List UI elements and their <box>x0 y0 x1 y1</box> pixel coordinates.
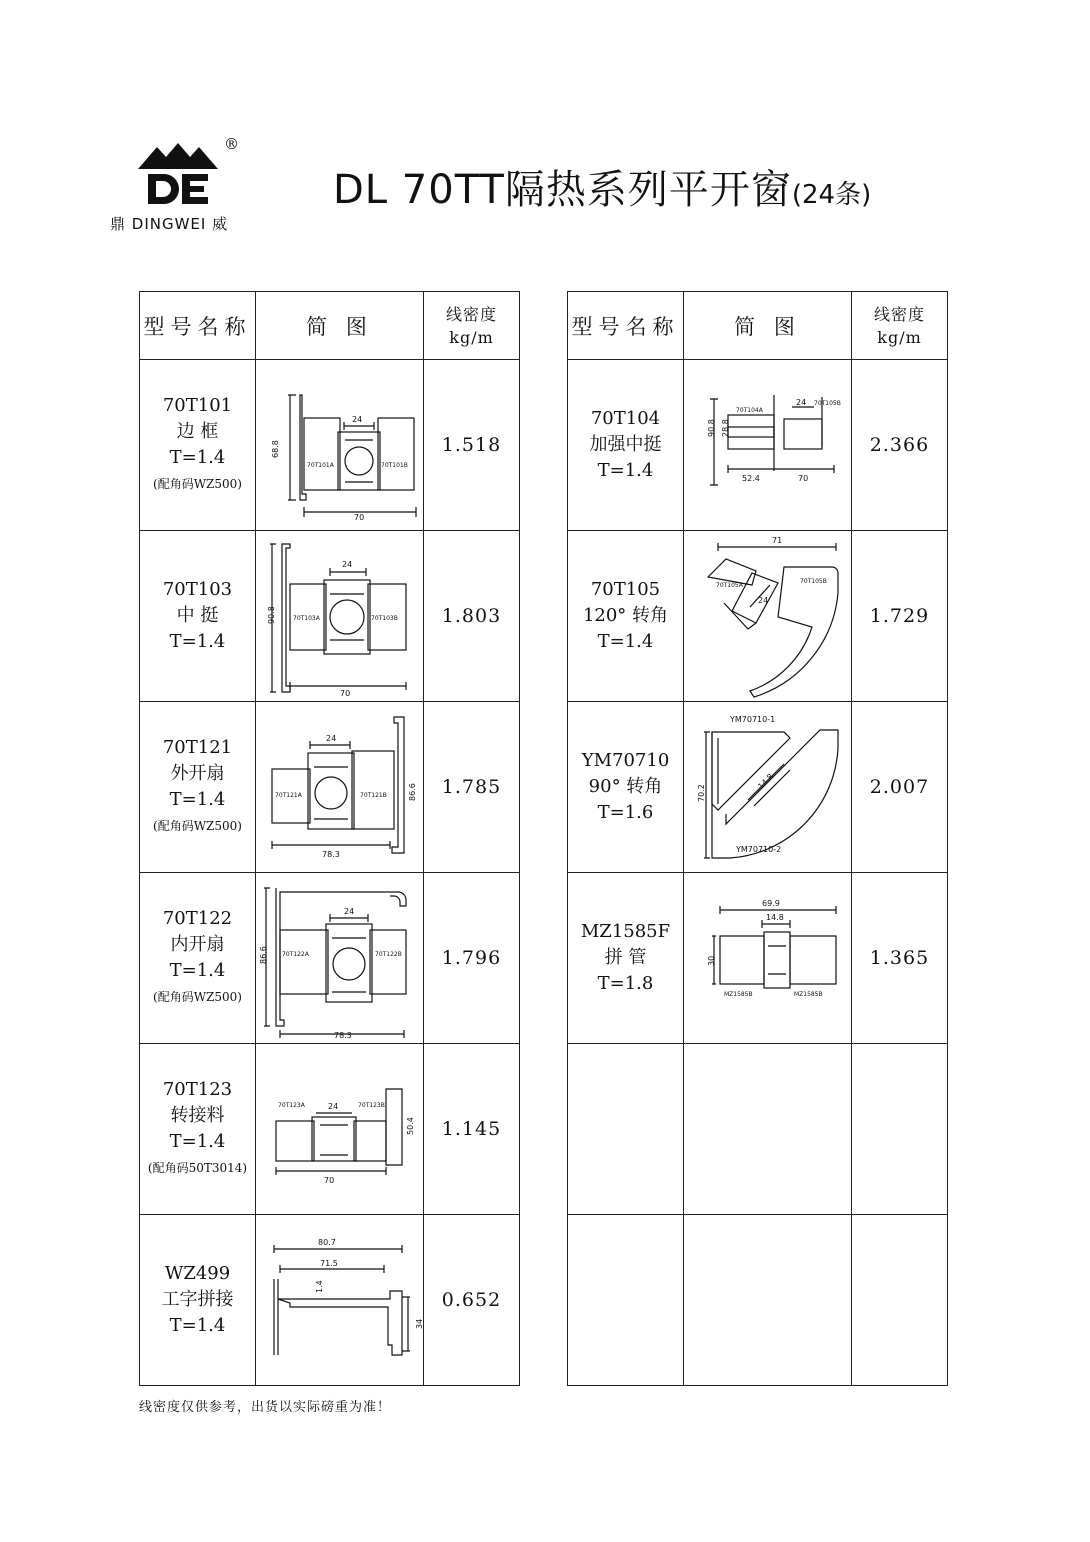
dim-label: 14.8 <box>755 772 775 792</box>
profile-name: 边 框 <box>176 421 219 442</box>
profile-thickness: T=1.4 <box>169 960 226 981</box>
profile-drawing-70T121 <box>260 707 420 867</box>
dim-label: 52.4 <box>741 474 760 483</box>
dim-label: 70 <box>353 513 364 522</box>
table-row-empty <box>568 1044 948 1215</box>
table-row <box>140 360 520 531</box>
table-row <box>568 360 948 531</box>
profile-name: 内开扇 <box>170 934 225 955</box>
dim-label: 90.8 <box>266 606 276 624</box>
col-header-name: 型号名称 <box>568 292 684 360</box>
profile-note: (配角码50T3014) <box>147 1161 248 1175</box>
dim-label: 78.3 <box>333 1031 352 1040</box>
col-header-name: 型号名称 <box>140 292 256 360</box>
profile-note: (配角码WZ500) <box>153 477 242 491</box>
profile-figure-cell <box>684 531 852 702</box>
dingwei-logo-icon <box>138 141 218 207</box>
profile-figure-cell <box>684 360 852 531</box>
dim-label: 78.3 <box>321 850 340 859</box>
dim-label: 70 <box>323 1176 334 1185</box>
part-label: 70T123B <box>357 1102 385 1109</box>
part-label: 70T122B <box>374 951 402 958</box>
profile-thickness: T=1.4 <box>169 631 226 652</box>
col-header-density <box>424 292 520 360</box>
profile-name: 90° 转角 <box>588 776 663 797</box>
profile-thickness: T=1.4 <box>597 631 654 652</box>
table-row <box>140 702 520 873</box>
table-row <box>568 873 948 1044</box>
part-label: 70T103B <box>370 615 398 622</box>
dim-label: 70 <box>339 689 350 698</box>
dim-label: 50.4 <box>405 1117 415 1135</box>
profile-figure-cell <box>684 873 852 1044</box>
dim-label: 68.8 <box>270 440 280 458</box>
density-unit: kg/m <box>877 327 922 347</box>
dim-label: 90.8 <box>706 419 716 437</box>
profile-name-cell <box>140 702 256 873</box>
profile-drawing-YM70710 <box>688 704 848 870</box>
profile-name-cell <box>140 873 256 1044</box>
dim-label: 71 <box>771 536 782 545</box>
profile-name-cell <box>568 873 684 1044</box>
density-value: 0.652 <box>424 1215 520 1386</box>
profile-code: 70T104 <box>590 408 661 429</box>
profile-name-cell <box>140 1044 256 1215</box>
dim-label: 30 <box>706 955 716 966</box>
dim-label: 71.5 <box>319 1259 338 1268</box>
title-main: DL 70TT隔热系列平开窗 <box>333 167 792 213</box>
density-unit: kg/m <box>449 327 494 347</box>
profile-drawing-WZ499 <box>260 1235 424 1365</box>
empty-cell <box>852 1044 948 1215</box>
dim-label: 1.4 <box>314 1280 324 1293</box>
profile-name: 拼 管 <box>604 947 647 968</box>
profile-thickness: T=1.4 <box>169 447 226 468</box>
profile-drawing-70T105 <box>688 533 848 699</box>
dim-label: 34 <box>414 1318 424 1329</box>
dim-label: 24 <box>327 1102 338 1111</box>
part-label: 70T123A <box>277 1102 305 1109</box>
profile-code: 70T121 <box>162 737 233 758</box>
profile-name: 工字拼接 <box>161 1289 234 1310</box>
dim-label: 14.8 <box>765 913 784 922</box>
density-value: 1.785 <box>424 702 520 873</box>
profile-thickness: T=1.4 <box>169 1131 226 1152</box>
page-title <box>333 158 871 215</box>
profile-code: 70T123 <box>162 1079 233 1100</box>
profile-thickness: T=1.4 <box>169 789 226 810</box>
table-row <box>140 531 520 702</box>
dim-label: 86.6 <box>258 946 268 964</box>
table-row <box>140 873 520 1044</box>
col-header-figure: 简 图 <box>684 292 852 360</box>
profile-name-cell <box>140 360 256 531</box>
profile-name-cell <box>140 531 256 702</box>
table-header <box>140 292 520 360</box>
footer-note: 线密度仅供参考，出货以实际磅重为准！ <box>139 1400 392 1415</box>
profile-figure-cell <box>256 531 424 702</box>
profile-figure-cell <box>256 360 424 531</box>
profile-name-cell <box>568 531 684 702</box>
profile-thickness: T=1.4 <box>169 1315 226 1336</box>
part-label: YM70710-1 <box>729 715 775 724</box>
table-row <box>140 1044 520 1215</box>
profile-figure-cell <box>256 1044 424 1215</box>
profile-drawing-70T104 <box>688 385 848 505</box>
dim-label: 70.2 <box>696 784 706 802</box>
profile-drawing-70T122 <box>260 878 420 1038</box>
empty-cell <box>684 1044 852 1215</box>
profile-note: (配角码WZ500) <box>153 990 242 1004</box>
profile-code: 70T105 <box>590 579 661 600</box>
col-header-figure: 简 图 <box>256 292 424 360</box>
profile-drawing-70T103 <box>260 536 420 696</box>
profile-thickness: T=1.8 <box>597 973 654 994</box>
part-label: MZ1585B <box>723 991 753 998</box>
part-label: 70T121A <box>274 792 302 799</box>
left-spec-table <box>139 291 520 1386</box>
part-label: 70T105A <box>715 582 743 589</box>
brand-logo <box>110 133 250 238</box>
brand-name: 鼎 DINGWEI 威 <box>110 215 229 233</box>
profile-drawing-70T101 <box>260 370 420 520</box>
density-value: 2.366 <box>852 360 948 531</box>
density-label: 线密度 <box>873 304 925 324</box>
dim-label: 24 <box>757 596 768 605</box>
part-label: 70T101A <box>306 462 334 469</box>
table-header <box>568 292 948 360</box>
part-label: YM70710-2 <box>735 845 781 854</box>
density-value: 1.145 <box>424 1044 520 1215</box>
empty-cell <box>568 1215 684 1386</box>
profile-note: (配角码WZ500) <box>153 819 242 833</box>
density-value: 1.796 <box>424 873 520 1044</box>
density-value: 1.518 <box>424 360 520 531</box>
profile-name-cell <box>568 360 684 531</box>
profile-name: 中 挺 <box>176 605 219 626</box>
part-label: 70T103A <box>292 615 320 622</box>
profile-figure-cell <box>684 702 852 873</box>
profile-name-cell <box>140 1215 256 1386</box>
profile-name: 外开扇 <box>170 763 225 784</box>
profile-thickness: T=1.4 <box>597 460 654 481</box>
dim-label: 24 <box>795 398 806 407</box>
dim-label: 70 <box>797 474 808 483</box>
profile-name: 加强中挺 <box>589 434 662 455</box>
dim-label: 24 <box>343 907 354 916</box>
profile-thickness: T=1.6 <box>597 802 654 823</box>
profile-code: 70T103 <box>162 579 233 600</box>
part-label: 70T121B <box>359 792 387 799</box>
profile-drawing-70T123 <box>260 1069 420 1189</box>
profile-code: YM70710 <box>581 750 670 771</box>
profile-name: 转接料 <box>170 1105 225 1126</box>
table-row <box>568 531 948 702</box>
density-value: 2.007 <box>852 702 948 873</box>
part-label: 70T101B <box>380 462 408 469</box>
dim-label: 24 <box>351 415 362 424</box>
profile-figure-cell <box>256 873 424 1044</box>
part-label: 70T105B <box>813 400 841 407</box>
table-row-empty <box>568 1215 948 1386</box>
empty-cell <box>684 1215 852 1386</box>
part-label: MZ1585B <box>793 991 823 998</box>
dim-label: 80.7 <box>317 1238 336 1247</box>
dim-label: 24 <box>325 734 336 743</box>
col-header-density <box>852 292 948 360</box>
profile-figure-cell <box>256 702 424 873</box>
dim-label: 28.8 <box>720 419 730 437</box>
table-row <box>568 702 948 873</box>
density-label: 线密度 <box>445 304 497 324</box>
profile-code: 70T101 <box>162 395 233 416</box>
registered-mark: ® <box>224 135 239 153</box>
profile-name: 120° 转角 <box>582 605 669 626</box>
part-label: 70T104A <box>735 407 763 414</box>
dim-label: 24 <box>341 560 352 569</box>
profile-figure-cell <box>256 1215 424 1386</box>
empty-cell <box>852 1215 948 1386</box>
dim-label: 86.6 <box>407 783 417 801</box>
dim-label: 69.9 <box>761 899 780 908</box>
profile-code: WZ499 <box>164 1263 231 1284</box>
density-value: 1.803 <box>424 531 520 702</box>
part-label: 70T105B <box>799 578 827 585</box>
title-count: (24条) <box>791 180 872 210</box>
part-label: 70T122A <box>281 951 309 958</box>
density-value: 1.365 <box>852 873 948 1044</box>
density-value: 1.729 <box>852 531 948 702</box>
profile-drawing-MZ1585F <box>688 898 848 1018</box>
right-spec-table <box>567 291 948 1386</box>
table-row <box>140 1215 520 1386</box>
profile-name-cell <box>568 702 684 873</box>
empty-cell <box>568 1044 684 1215</box>
profile-code: MZ1585F <box>580 921 671 942</box>
profile-code: 70T122 <box>162 908 233 929</box>
